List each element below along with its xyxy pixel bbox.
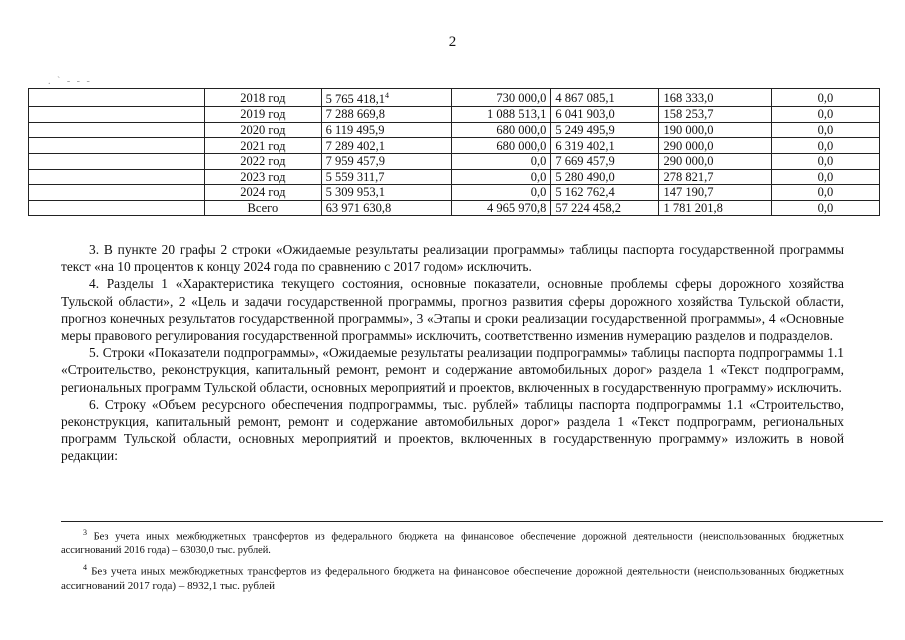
footnote-3 [61, 526, 844, 558]
year-cell [205, 169, 321, 185]
year-cell-value: Всего [247, 201, 279, 216]
federal-cell-value: 680 000,0 [496, 123, 547, 138]
federal-cell-value: 680 000,0 [496, 138, 547, 153]
footnote-ref: 4 [384, 91, 389, 100]
empty-cell [29, 107, 205, 123]
total-cell [321, 153, 452, 169]
regional-cell-value: 6 041 903,0 [555, 107, 615, 122]
extrabudget-cell [771, 200, 879, 216]
regional-cell [551, 107, 659, 123]
municipal-cell-value: 278 821,7 [663, 169, 714, 184]
paragraph-4: 4. Разделы 1 «Характеристика текущего состояния, основные показатели, основные проблемы сферы дорожного хозяйства Тульской области», 2 «Цель и задачи государственной программы, прогноз развития сферы дорожного хозяйства Тульской области, прогноз конечных результатов государственной программы», 3 «Этапы и сроки реализации государственной программы», 4 «Основные меры правового регулирования государственной программы» исключить, соответственно изменив нумерацию разделов и подразделов. [61, 276, 844, 344]
municipal-cell [659, 185, 771, 201]
extrabudget-cell-value: 0,0 [817, 138, 834, 153]
regional-cell [551, 185, 659, 201]
total-cell-value: 6 119 495,9 [325, 123, 385, 138]
extrabudget-cell-value: 0,0 [817, 201, 834, 216]
federal-cell [452, 138, 551, 154]
extrabudget-cell-value: 0,0 [817, 90, 834, 105]
municipal-cell [659, 200, 771, 216]
year-cell-value: 2024 год [240, 185, 286, 200]
extrabudget-cell [771, 122, 879, 138]
extrabudget-cell [771, 169, 879, 185]
municipal-cell [659, 153, 771, 169]
federal-cell [452, 153, 551, 169]
year-cell-value: 2018 год [240, 90, 286, 105]
federal-cell [452, 122, 551, 138]
municipal-cell [659, 89, 771, 107]
extrabudget-cell [771, 153, 879, 169]
municipal-cell [659, 169, 771, 185]
extrabudget-cell-value: 0,0 [817, 154, 834, 169]
extrabudget-cell [771, 89, 879, 107]
total-cell [321, 89, 452, 107]
year-cell [205, 107, 321, 123]
table-row [29, 138, 880, 154]
table-row [29, 89, 880, 107]
footnote-4 [61, 561, 844, 593]
table-row [29, 122, 880, 138]
federal-cell [452, 107, 551, 123]
table-row [29, 153, 880, 169]
footnote-text: Без учета иных межбюджетных трансфертов из федерального бюджета на финансовое обеспечение дорожной деятельности (неиспользованных бюджетных ассигнований 2016 года) – 63030,0 тыс. рублей. [61, 531, 844, 557]
regional-cell [551, 200, 659, 216]
total-cell [321, 185, 452, 201]
municipal-cell-value: 290 000,0 [663, 138, 714, 153]
federal-cell [452, 185, 551, 201]
federal-cell-value: 0,0 [530, 154, 547, 169]
extrabudget-cell [771, 107, 879, 123]
regional-cell [551, 169, 659, 185]
federal-cell [452, 89, 551, 107]
paragraph-5: 5. Строки «Показатели подпрограммы», «Ожидаемые результаты реализации подпрограммы» таблицы паспорта подпрограммы 1.1 «Строительство, реконструкция, капитальный ремонт, ремонт и содержание автомобильных дорог» раздела 1 «Текст подпрограмм, региональных программ Тульской области, основных мероприятий и проектов, включенных в государственную программу» исключить. [61, 345, 844, 395]
total-cell-value: 5 765 418,1 [325, 92, 385, 107]
municipal-cell [659, 107, 771, 123]
year-cell [205, 185, 321, 201]
footnotes [61, 526, 844, 596]
table-row [29, 107, 880, 123]
regional-cell-value: 6 319 402,1 [555, 138, 615, 153]
extrabudget-cell-value: 0,0 [817, 169, 834, 184]
federal-cell-value: 0,0 [530, 169, 547, 184]
municipal-cell-value: 1 781 201,8 [663, 201, 723, 216]
regional-cell [551, 153, 659, 169]
federal-cell [452, 200, 551, 216]
footnote-separator [61, 521, 883, 522]
total-cell [321, 138, 452, 154]
footnote-mark: 4 [83, 563, 87, 573]
extrabudget-cell-value: 0,0 [817, 107, 834, 122]
table-row [29, 169, 880, 185]
municipal-cell-value: 190 000,0 [663, 123, 714, 138]
municipal-cell-value: 158 253,7 [663, 107, 714, 122]
total-cell-value: 7 289 402,1 [325, 138, 385, 153]
funding-table-body [29, 89, 880, 216]
total-cell [321, 169, 452, 185]
year-cell-value: 2019 год [240, 107, 286, 122]
regional-cell-value: 5 280 490,0 [555, 169, 615, 184]
municipal-cell-value: 290 000,0 [663, 154, 714, 169]
municipal-cell-value: 147 190,7 [663, 185, 714, 200]
total-cell-value: 5 309 953,1 [325, 185, 385, 200]
federal-cell [452, 169, 551, 185]
empty-cell [29, 122, 205, 138]
year-cell-value: 2021 год [240, 138, 286, 153]
scan-artifact-marks: . ` - - - [48, 76, 92, 87]
amendment-paragraphs [61, 241, 844, 465]
extrabudget-cell [771, 138, 879, 154]
empty-cell [29, 185, 205, 201]
footnote-text: Без учета иных межбюджетных трансфертов из федерального бюджета на финансовое обеспечение дорожной деятельности (неиспользованных бюджетных ассигнований 2017 года) – 8932,1 тыс. рублей [61, 566, 845, 593]
empty-cell [29, 138, 205, 154]
federal-cell-value: 4 965 970,8 [486, 201, 547, 216]
paragraph-3: 3. В пункте 20 графы 2 строки «Ожидаемые результаты реализации программы» таблицы паспорта государственной программы текст «на 10 процентов к концу 2024 года по сравнению с 2017 годом» исключить. [61, 242, 844, 275]
footnote-mark: 3 [83, 528, 87, 537]
total-cell [321, 122, 452, 138]
federal-cell-value: 0,0 [530, 185, 547, 200]
empty-cell [29, 169, 205, 185]
year-cell [205, 89, 321, 107]
municipal-cell [659, 138, 771, 154]
federal-cell-value: 730 000,0 [496, 90, 547, 105]
empty-cell [29, 200, 205, 216]
table-row [29, 185, 880, 201]
total-cell-value: 7 959 457,9 [325, 154, 385, 169]
municipal-cell [659, 122, 771, 138]
year-cell-value: 2023 год [240, 169, 286, 184]
total-cell [321, 107, 452, 123]
regional-cell [551, 89, 659, 107]
year-cell-value: 2020 год [240, 123, 286, 138]
regional-cell-value: 5 249 495,9 [555, 123, 615, 138]
total-cell [321, 200, 452, 216]
extrabudget-cell-value: 0,0 [817, 185, 834, 200]
municipal-cell-value: 168 333,0 [663, 90, 714, 105]
year-cell-value: 2022 год [240, 154, 286, 169]
total-cell-value: 63 971 630,8 [325, 201, 392, 216]
regional-cell [551, 138, 659, 154]
year-cell [205, 200, 321, 216]
federal-cell-value: 1 088 513,1 [486, 107, 547, 122]
total-cell-value: 5 559 311,7 [325, 169, 385, 184]
total-cell-value: 7 288 669,8 [325, 107, 385, 122]
extrabudget-cell-value: 0,0 [817, 123, 834, 138]
paragraph-6: 6. Строку «Объем ресурсного обеспечения подпрограммы, тыс. рублей» таблицы паспорта подпрограммы 1.1 «Строительство, реконструкция, капитальный ремонт, ремонт и содержание автомобильных дорог» раздела 1 «Текст подпрограмм, региональных программ Тульской области, основных мероприятий и проектов, включенных в государственную программу» изложить в новой редакции: [61, 396, 844, 464]
page-number: 2 [448, 34, 457, 50]
year-cell [205, 153, 321, 169]
funding-table [28, 88, 880, 216]
regional-cell-value: 4 867 085,1 [555, 90, 615, 105]
regional-cell-value: 7 669 457,9 [555, 154, 615, 169]
empty-cell [29, 153, 205, 169]
extrabudget-cell [771, 185, 879, 201]
regional-cell [551, 122, 659, 138]
year-cell [205, 138, 321, 154]
year-cell [205, 122, 321, 138]
table-row [29, 200, 880, 216]
regional-cell-value: 5 162 762,4 [555, 185, 615, 200]
empty-cell [29, 89, 205, 107]
regional-cell-value: 57 224 458,2 [555, 201, 621, 216]
